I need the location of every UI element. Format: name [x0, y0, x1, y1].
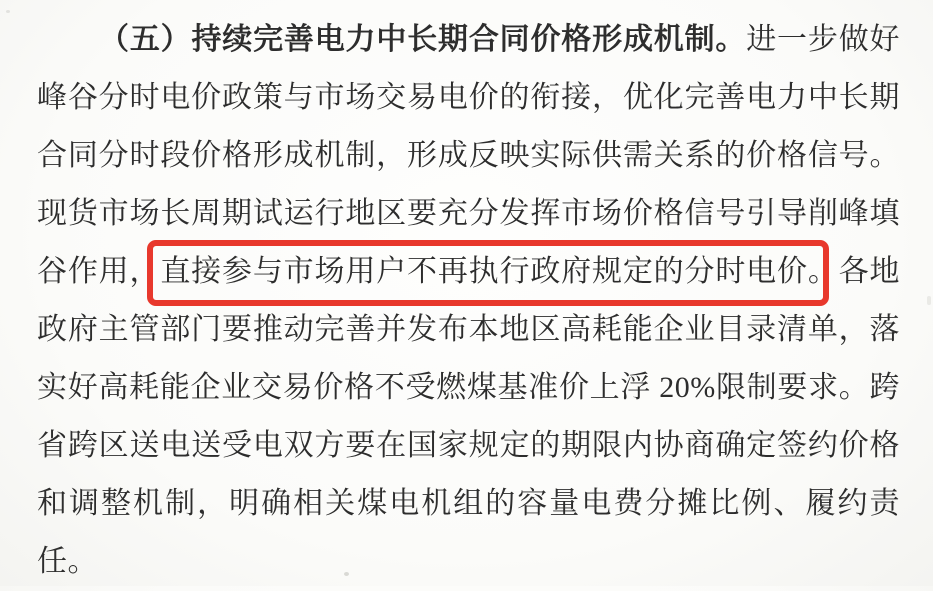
paragraph-line-1: [37, 11, 900, 69]
scan-speck: [344, 572, 349, 576]
paragraph-line-4: [37, 185, 900, 243]
paragraph-line-8: [37, 417, 900, 475]
line-text: 进一步做好: [746, 23, 900, 56]
paragraph-line-7: [37, 359, 900, 417]
line-text: 和调整机制，明确相关煤电机组的容量电费分摊比例、履约责: [37, 487, 900, 520]
paragraph-line-2: [37, 69, 900, 127]
line-text: 谷作用，: [37, 255, 160, 288]
line-text: 政府主管部门要推动完善并发布本地区高耗能企业目录清单，落: [37, 313, 900, 346]
line-text: 省跨区送电送受电双方要在国家规定的期限内协商确定签约价格: [37, 429, 900, 462]
line-text: 峰谷分时电价政策与市场交易电价的衔接，优化完善电力中长期: [37, 81, 900, 114]
paragraph-line-3: [37, 127, 900, 185]
line-text: 实好高耗能企业交易价格不受燃煤基准价上浮 20%限制要求。跨: [37, 371, 900, 404]
paragraph-line-6: [37, 301, 900, 359]
paragraph: [37, 11, 900, 591]
scan-speck: [927, 296, 931, 305]
clause-heading: （五）持续完善电力中长期合同价格形成机制。: [99, 23, 746, 56]
paragraph-line-5: [37, 243, 900, 301]
line-text: 合同分时段价格形成机制，形成反映实际供需关系的价格信号。: [37, 139, 900, 172]
scan-speck: [6, 10, 10, 13]
line-text: 各地: [839, 255, 900, 288]
paragraph-line-10: [37, 533, 900, 591]
line-text: 任。: [37, 545, 98, 578]
line-text: 现货市场长周期试运行地区要充分发挥市场价格信号引导削峰填: [37, 197, 900, 230]
highlighted-sentence: 直接参与市场用户不再执行政府规定的分时电价。: [160, 255, 838, 288]
paragraph-line-9: [37, 475, 900, 533]
